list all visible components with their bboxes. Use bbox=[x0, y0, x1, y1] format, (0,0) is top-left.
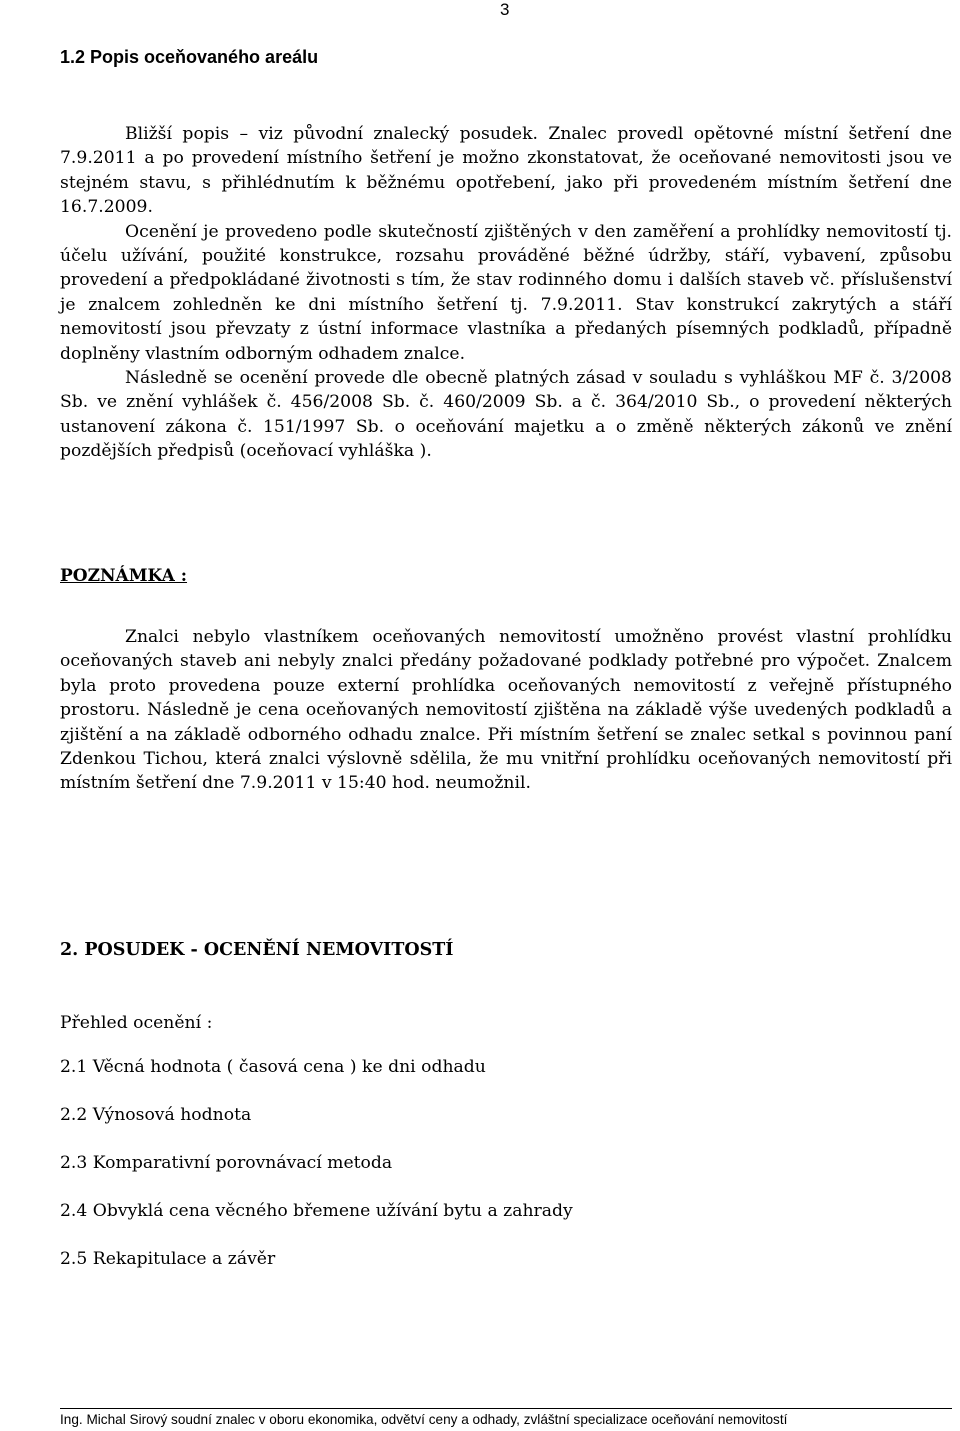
section-heading: 1.2 Popis oceňovaného areálu bbox=[60, 47, 319, 67]
overview-item: 2.1 Věcná hodnota ( časová cena ) ke dni odhadu bbox=[60, 1057, 486, 1077]
overview-item: 2.4 Obvyklá cena věcného břemene užívání bytu a zahrady bbox=[60, 1201, 573, 1221]
overview-label: Přehled ocenění : bbox=[60, 1013, 213, 1033]
footer-divider bbox=[60, 1408, 952, 1409]
footer-text: Ing. Michal Sirový soudní znalec v oboru ekonomika, odvětví ceny a odhady, zvláštní specializace oceňování nemovitostí bbox=[60, 1412, 788, 1427]
paragraph-2: Ocenění je provedeno podle skutečností zjištěných v den zaměření a prohlídky nemovitostí tj. účelu užívání, použité konstrukce, rozsahu prováděné běžné údržby, stáří, vybavení, způsobu provedení a předpokládané životnosti s tím, že stav rodinného domu i dalších staveb vč. příslušenství je znalcem zohledněn ke dni místního šetření tj. 7.9.2011. Stav konstrukcí zakrytých a stáří nemovitostí jsou převzaty z ústní informace vlastníka a předaných písemných podkladů, případně doplněny vlastním odborným odhadem znalce. bbox=[60, 221, 952, 364]
overview-item: 2.2 Výnosová hodnota bbox=[60, 1105, 252, 1125]
page-number: 3 bbox=[500, 0, 510, 19]
section2-heading: 2. POSUDEK - OCENĚNÍ NEMOVITOSTÍ bbox=[60, 940, 454, 960]
overview-item: 2.3 Komparativní porovnávací metoda bbox=[60, 1153, 393, 1173]
description-block bbox=[60, 122, 952, 464]
overview-item: 2.5 Rekapitulace a závěr bbox=[60, 1249, 276, 1269]
paragraph-1: Bližší popis – viz původní znalecký posudek. Znalec provedl opětovné místní šetření dne 7.9.2011 a po provedení místního šetření je možno zkonstatovat, že oceňované nemovitosti jsou ve stejném stavu, s přihlédnutím k běžnému opotřebení, jako při provedeném místním šetření dne 16.7.2009. bbox=[60, 124, 952, 218]
note-text: Znalci nebylo vlastníkem oceňovaných nemovitostí umožněno provést vlastní prohlídku oceňovaných staveb ani nebyly znalci předány požadované podklady potřebné pro výpočet. Znalcem byla proto provedena pouze externí prohlídka oceňovaných nemovitostí z veřejně přístupného prostoru. Následně je cena oceňovaných nemovitostí zjištěna na základě výše uvedených podkladů a zjištění a na základě odborného odhadu znalce. Při místním šetření se znalec setkal s povinnou paní Zdenkou Tichou, která znalci výslovně sdělila, že mu vnitřní prohlídku oceňovaných nemovitostí při místním šetření dne 7.9.2011 v 15:40 hod. neumožnil. bbox=[60, 627, 952, 794]
note-title: POZNÁMKA : bbox=[60, 566, 188, 586]
paragraph-3: Následně se ocenění provede dle obecně platných zásad v souladu s vyhláškou MF č. 3/2008 Sb. ve znění vyhlášek č. 456/2008 Sb. č. 460/2009 Sb. a č. 364/2010 Sb., o provedení některých ustanovení zákona č. 151/1997 Sb. o oceňování majetku a o změně některých zákonů ve znění pozdějších předpisů (oceňovací vyhláška ). bbox=[60, 368, 952, 462]
